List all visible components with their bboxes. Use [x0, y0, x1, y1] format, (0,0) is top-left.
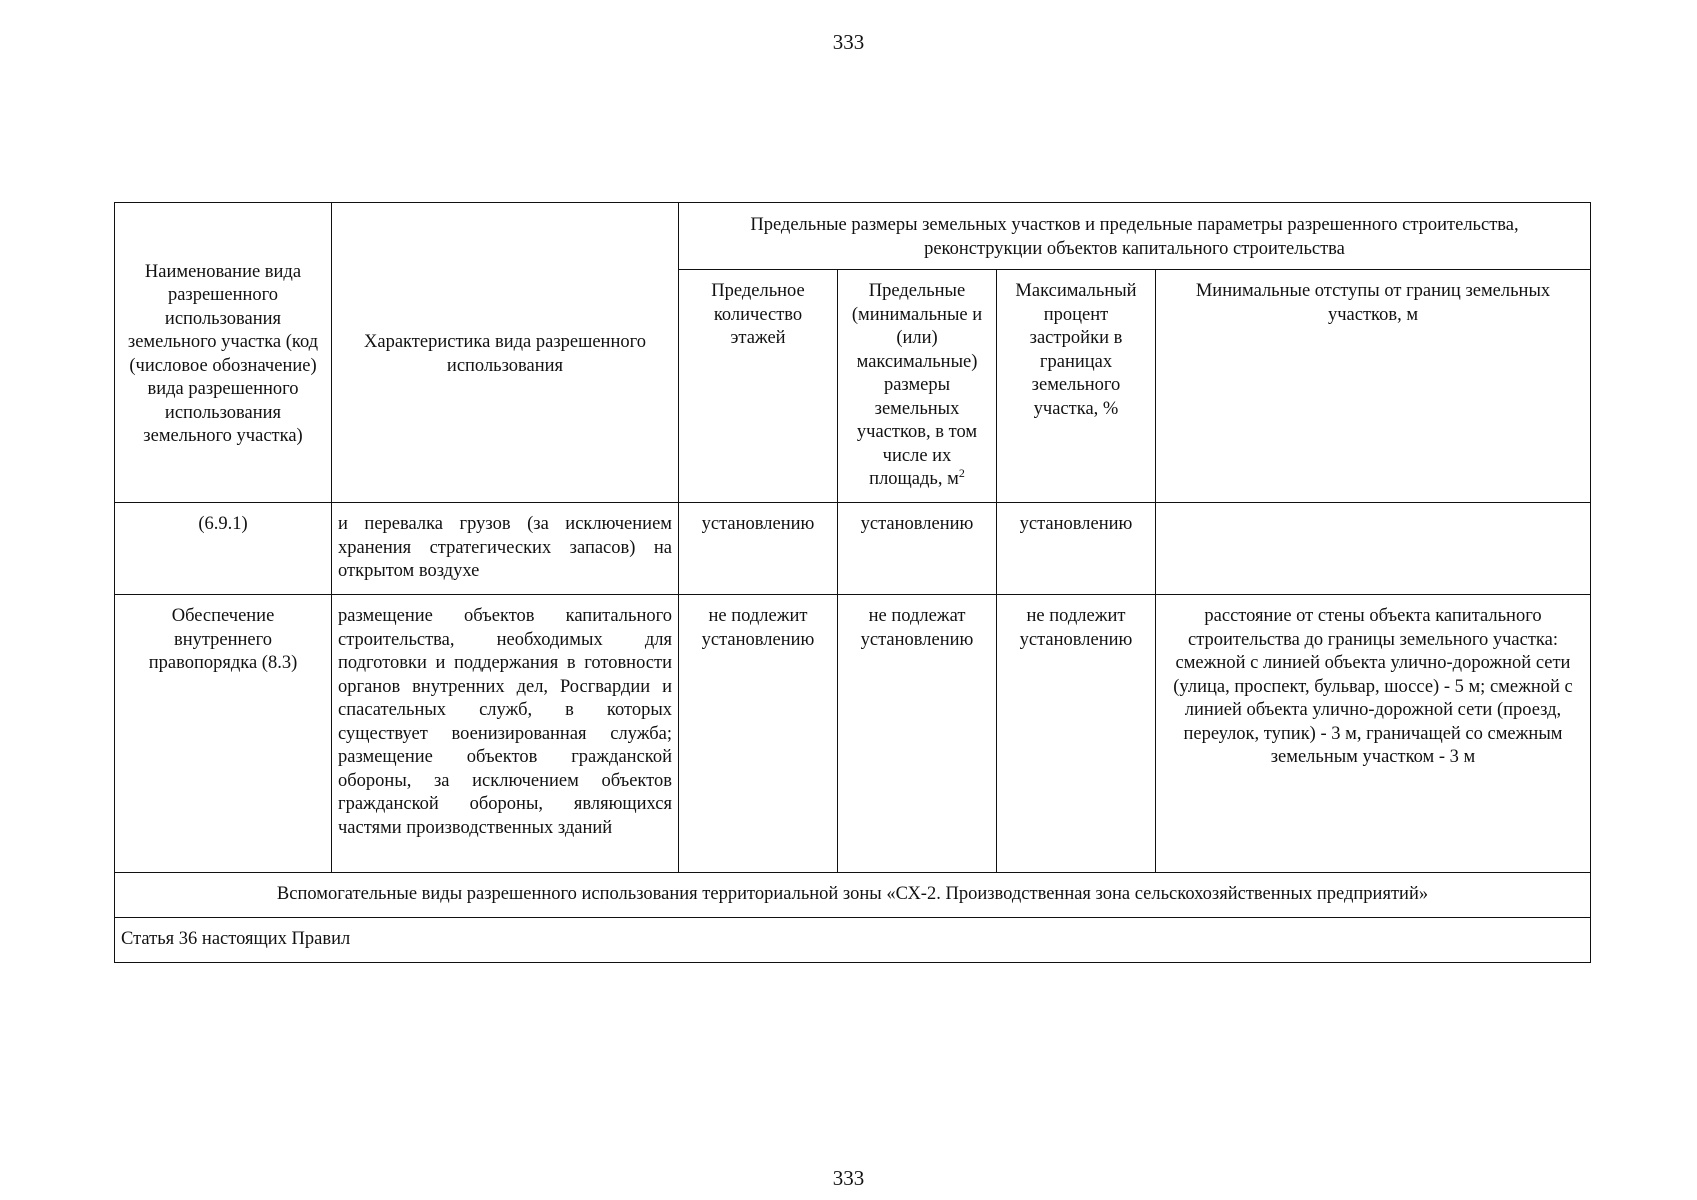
land-use-table: [114, 202, 1591, 963]
header-characteristic-col: Характеристика вида разрешенного использования: [332, 203, 679, 503]
header-limits-group: Предельные размеры земельных участков и предельные параметры разрешенного строительства, реконструкции объектов капитального строительства: [679, 203, 1591, 270]
cell-setback: расстояние от стены объекта капитального строительства до границы земельного участка: смежной с линией объекта улично-дорожной сети (улица, проспект, бульвар, шоссе) - 5 м; смежной с линией объекта улично-дорожной сети (проезд, переулок, тупик) - 3 м, граничащей со смежным земельным участком - 3 м: [1156, 595, 1591, 873]
header-percent-col: Максимальный процент застройки в границах земельного участка, %: [997, 270, 1156, 503]
header-size-col: [838, 270, 997, 503]
reference-row: [115, 918, 1591, 963]
reference-text: Статья 36 настоящих Правил: [115, 918, 1591, 963]
cell-name: Обеспечение внутреннего правопорядка (8.3): [115, 595, 332, 873]
header-name-col: Наименование вида разрешенного использования земельного участка (код (числовое обозначение) вида разрешенного использования земельного участка): [115, 203, 332, 503]
header-size-text: Предельные (минимальные и (или) максимальные) размеры земельных участков, в том числе их площадь, м: [851, 281, 983, 489]
cell-percent: не подлежит установлению: [997, 595, 1156, 873]
page-number-bottom: 333: [832, 1166, 865, 1190]
cell-characteristic: размещение объектов капитального строительства, необходимых для подготовки и поддержания в готовности органов внутренних дел, Росгвардии и спасательных служб, в которых существует военизированная служба; размещение объектов гражданской обороны, за исключением объектов гражданской обороны, являющихся частями производственных зданий: [332, 595, 679, 873]
cell-size: не подлежат установлению: [838, 595, 997, 873]
cell-floors: не подлежит установлению: [679, 595, 838, 873]
table-row: [115, 595, 1591, 873]
cell-floors: установлению: [679, 503, 838, 595]
header-floors-col: Предельное количество этажей: [679, 270, 838, 503]
cell-setback: [1156, 503, 1591, 595]
page-number-top: 333: [832, 30, 865, 54]
cell-name: (6.9.1): [115, 503, 332, 595]
header-setback-col: Минимальные отступы от границ земельных участков, м: [1156, 270, 1591, 503]
header-size-sup: 2: [958, 465, 965, 480]
header-row-1: [115, 203, 1591, 270]
auxiliary-heading-row: [115, 873, 1591, 918]
table-row: [115, 503, 1591, 595]
auxiliary-heading: Вспомогательные виды разрешенного использования территориальной зоны «СХ-2. Производственная зона сельскохозяйственных предприятий»: [115, 873, 1591, 918]
cell-characteristic: и перевалка грузов (за исключением хранения стратегических запасов) на открытом воздухе: [332, 503, 679, 595]
cell-size: установлению: [838, 503, 997, 595]
cell-percent: установлению: [997, 503, 1156, 595]
